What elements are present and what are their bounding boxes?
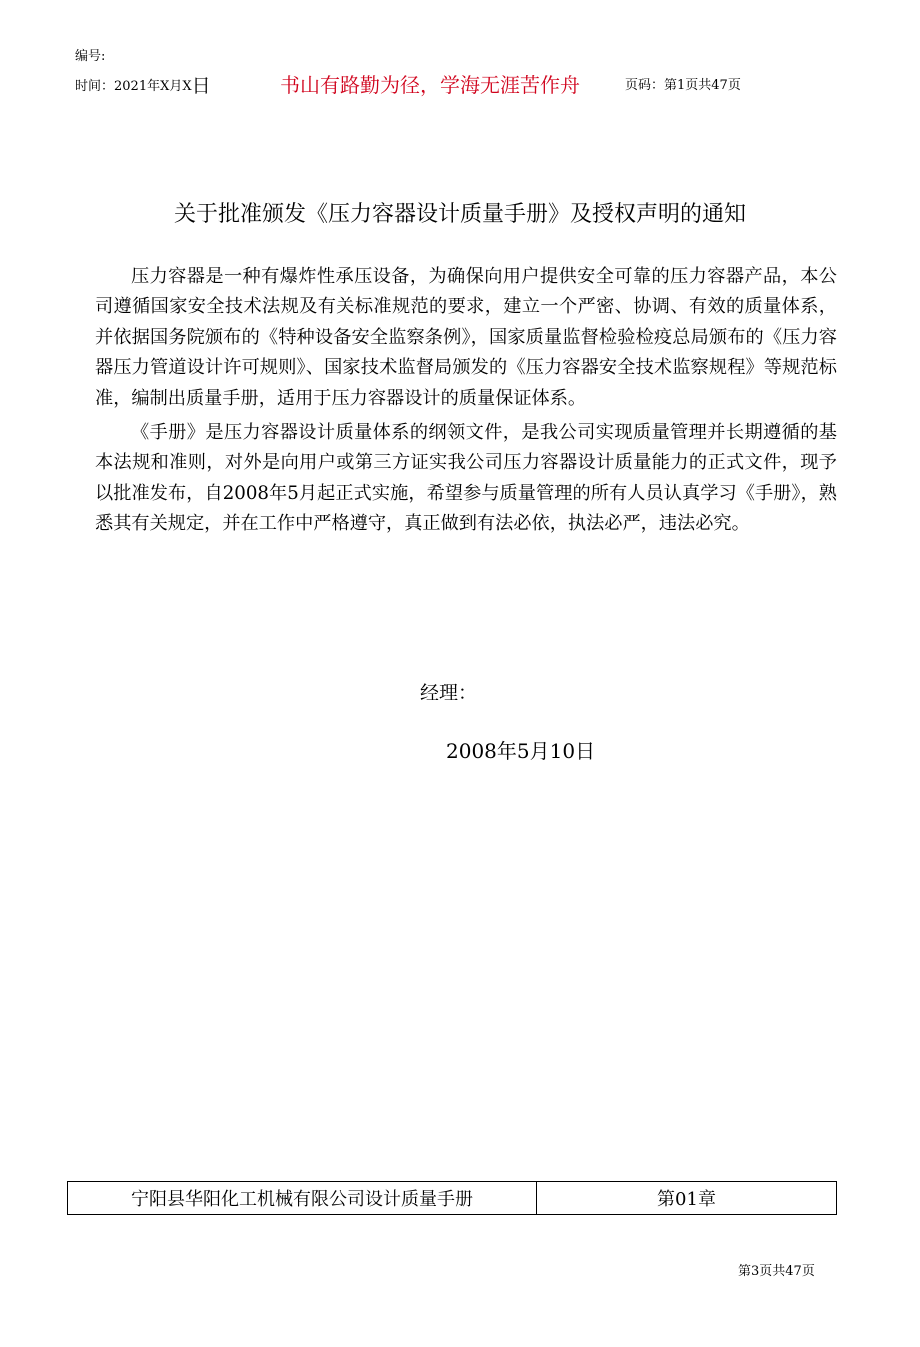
footer-table xyxy=(67,1181,837,1215)
document-title: 关于批准颁发《压力容器设计质量手册》及授权声明的通知 xyxy=(173,202,746,227)
header-page-info: 页码：第1页共47页 xyxy=(625,78,741,93)
footer-company-name: 宁阳县华阳化工机械有限公司设计质量手册 xyxy=(68,1182,537,1214)
body-paragraph-1: 压力容器是一种有爆炸性承压设备，为确保向用户提供安全可靠的压力容器产品，本公司遵循国家安全技术法规及有关标准规范的要求，建立一个严密、协调、有效的质量体系，并依据国务院颁布的《特种设备安全监察条例》，国家质量监督检验检疫总局颁布的《压力容器压力管道设计许可规则》、国家技术监督局颁发的《压力容器安全技术监察规程》等规范标准，编制出质量手册，适用于压力容器设计的质量保证体系。 xyxy=(95,266,837,409)
footer-chapter: 第01章 xyxy=(657,1189,716,1210)
page-counter: 第3页共47页 xyxy=(738,1264,815,1279)
document-time xyxy=(75,75,211,97)
signer-label: 经理： xyxy=(420,682,478,704)
header-motto: 书山有路勤为径，学海无涯苦作舟 xyxy=(280,73,580,97)
document-time-text: 时间：2021年X月X xyxy=(75,79,192,94)
document-time-day: 日 xyxy=(191,75,211,97)
signature-date: 2008年5月10日 xyxy=(446,739,596,763)
body-paragraph-2: 《手册》是压力容器设计质量体系的纲领文件，是我公司实现质量管理并长期遵循的基本法规和准则，对外是向用户或第三方证实我公司压力容器设计质量能力的正式文件，现予以批准发布，自2008年5月起正式实施，希望参与质量管理的所有人员认真学习《手册》，熟悉其有关规定，并在工作中严格遵守，真正做到有法必依，执法必严，违法必究。 xyxy=(95,422,837,535)
document-number-label: 编号: xyxy=(75,49,106,64)
